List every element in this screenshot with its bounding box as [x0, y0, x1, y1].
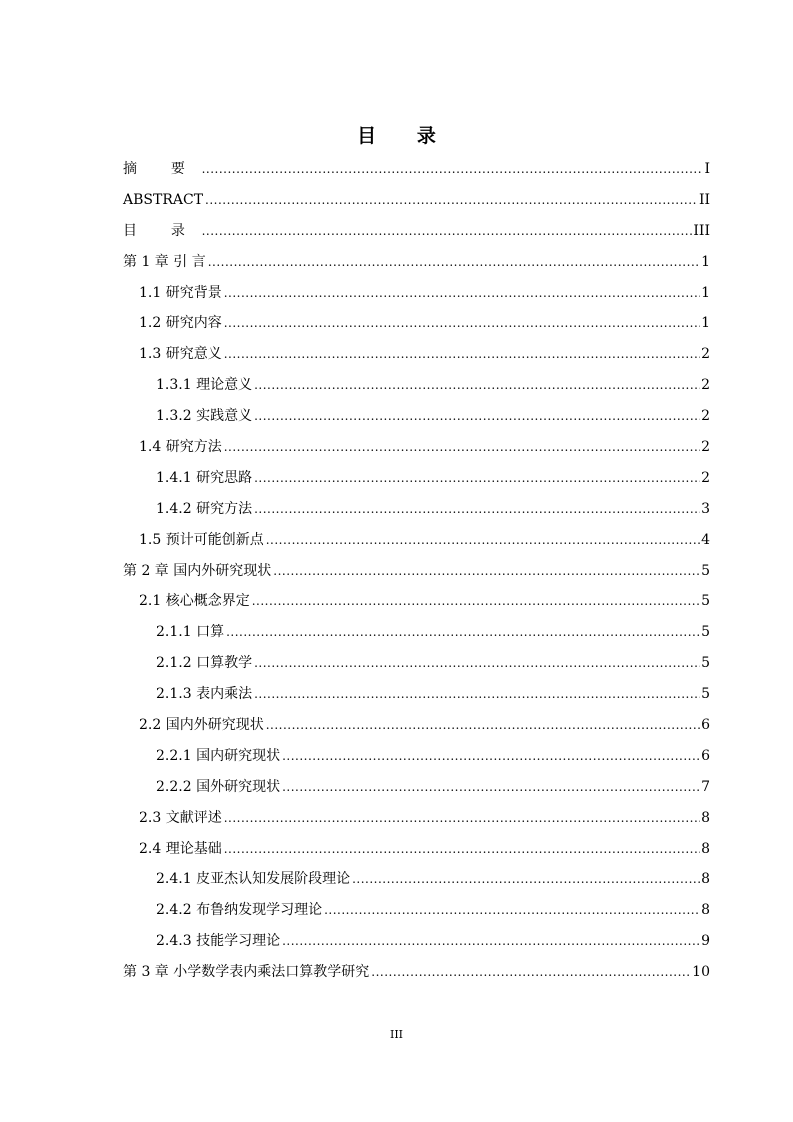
toc-entry-label: 第 3 章 小学数学表内乘法口算教学研究	[123, 964, 370, 981]
toc-entry-label: 2.1.1 口算	[156, 624, 225, 641]
toc-entry[interactable]	[123, 834, 710, 865]
toc-entry-label: 1.2 研究内容	[139, 315, 222, 332]
toc-entry-page: 8	[701, 809, 710, 826]
toc-entry-page: 4	[701, 531, 710, 548]
toc-dot-leader	[224, 834, 700, 865]
toc-dot-leader	[202, 154, 704, 185]
toc-entry-page: 2	[701, 408, 710, 425]
toc-dot-leader	[224, 432, 700, 463]
toc-entry[interactable]	[123, 926, 710, 957]
toc-entry-page: 5	[701, 686, 710, 703]
toc-entry-page: 8	[701, 840, 710, 857]
toc-entry[interactable]	[123, 741, 710, 772]
toc-entry-label: 2.2 国内外研究现状	[139, 717, 264, 734]
toc-entry-label: 目 录	[123, 222, 200, 239]
toc-dot-leader	[254, 648, 700, 679]
toc-entry-page: I	[704, 161, 710, 177]
toc-entry[interactable]	[123, 710, 710, 741]
toc-entry-page: 5	[701, 562, 710, 579]
toc-entry[interactable]	[123, 154, 710, 185]
toc-dot-leader	[224, 803, 700, 834]
toc-dot-leader	[224, 308, 700, 339]
toc-entry-label: 2.2.1 国内研究现状	[156, 747, 281, 764]
toc-entry[interactable]	[123, 185, 710, 216]
toc-entry-label: 2.1.3 表内乘法	[156, 686, 253, 703]
toc-entry-page: 1	[701, 284, 710, 301]
toc-dot-leader	[252, 586, 700, 617]
toc-entry[interactable]	[123, 617, 710, 648]
toc-entry-page: 6	[701, 747, 710, 764]
toc-dot-leader	[205, 185, 698, 216]
toc-entry-label: 2.2.2 国外研究现状	[156, 778, 281, 795]
toc-dot-leader	[224, 278, 700, 309]
toc-entry[interactable]	[123, 772, 710, 803]
toc-entry[interactable]	[123, 895, 710, 926]
page-number: III	[389, 1028, 404, 1041]
toc-entry-page: 1	[701, 253, 710, 270]
toc-entry[interactable]	[123, 247, 710, 278]
toc-entry[interactable]	[123, 957, 710, 988]
toc-dot-leader	[266, 525, 700, 556]
toc-entry-page: 10	[692, 964, 710, 981]
toc-entry-label: 摘 要	[123, 161, 200, 177]
toc-entry-page: II	[698, 191, 710, 208]
toc-dot-leader	[266, 710, 700, 741]
toc-entry-label: 1.3.1 理论意义	[156, 377, 253, 394]
toc-dot-leader	[226, 617, 700, 648]
toc-entry-page: 2	[701, 346, 710, 363]
table-of-contents	[123, 154, 710, 988]
toc-entry[interactable]	[123, 864, 710, 895]
toc-entry[interactable]	[123, 401, 710, 432]
toc-dot-leader	[202, 216, 693, 247]
toc-entry[interactable]	[123, 648, 710, 679]
toc-entry[interactable]	[123, 463, 710, 494]
toc-entry[interactable]	[123, 278, 710, 309]
toc-entry-page: 5	[701, 624, 710, 641]
toc-entry-label: 1.3 研究意义	[139, 346, 222, 363]
toc-entry[interactable]	[123, 525, 710, 556]
toc-entry[interactable]	[123, 556, 710, 587]
toc-entry-label: 1.4 研究方法	[139, 439, 222, 456]
toc-entry-label: 1.4.1 研究思路	[156, 469, 253, 486]
toc-dot-leader	[282, 741, 700, 772]
toc-dot-leader	[208, 247, 700, 278]
toc-entry-page: 2	[701, 439, 710, 456]
toc-dot-leader	[273, 556, 700, 587]
toc-entry-page: 8	[701, 871, 710, 888]
toc-entry-label: 2.4 理论基础	[139, 840, 222, 857]
toc-entry-page: 7	[701, 778, 710, 795]
toc-entry-page: 8	[701, 902, 710, 919]
toc-entry-label: 第 2 章 国内外研究现状	[123, 562, 272, 579]
toc-dot-leader	[254, 401, 700, 432]
toc-entry-page: 5	[701, 593, 710, 610]
toc-entry-label: 2.4.1 皮亚杰认知发展阶段理论	[156, 871, 351, 888]
toc-entry-label: ABSTRACT	[123, 191, 204, 208]
toc-entry-page: 2	[701, 377, 710, 394]
toc-entry[interactable]	[123, 586, 710, 617]
toc-entry-label: 2.1 核心概念界定	[139, 593, 250, 610]
toc-entry-label: 2.3 文献评述	[139, 809, 222, 826]
toc-entry[interactable]	[123, 679, 710, 710]
toc-entry-label: 1.5 预计可能创新点	[139, 531, 264, 548]
toc-entry-page: 3	[701, 500, 710, 517]
toc-entry-label: 2.4.2 布鲁纳发现学习理论	[156, 902, 323, 919]
toc-dot-leader	[282, 926, 700, 957]
toc-entry[interactable]	[123, 216, 710, 247]
toc-entry-label: 1.1 研究背景	[139, 284, 222, 301]
toc-dot-leader	[352, 864, 700, 895]
toc-entry[interactable]	[123, 803, 710, 834]
page-title: 目 录	[357, 125, 453, 147]
toc-entry-label: 第 1 章 引 言	[123, 253, 206, 270]
toc-entry[interactable]	[123, 339, 710, 370]
toc-dot-leader	[254, 679, 700, 710]
toc-entry-label: 1.4.2 研究方法	[156, 500, 253, 517]
toc-entry-page: 2	[701, 469, 710, 486]
toc-entry-label: 2.4.3 技能学习理论	[156, 933, 281, 950]
toc-entry-page: 5	[701, 655, 710, 672]
toc-dot-leader	[254, 494, 700, 525]
toc-entry-page: 9	[701, 933, 710, 950]
toc-entry[interactable]	[123, 308, 710, 339]
toc-dot-leader	[254, 463, 700, 494]
toc-entry[interactable]	[123, 370, 710, 401]
toc-entry-page: III	[693, 222, 710, 239]
toc-entry[interactable]	[123, 432, 710, 463]
toc-dot-leader	[224, 339, 700, 370]
toc-entry-page: 1	[701, 315, 710, 332]
toc-dot-leader	[282, 772, 700, 803]
toc-entry-page: 6	[701, 717, 710, 734]
toc-dot-leader	[324, 895, 700, 926]
toc-dot-leader	[371, 957, 691, 988]
toc-entry[interactable]	[123, 494, 710, 525]
toc-entry-label: 1.3.2 实践意义	[156, 408, 253, 425]
toc-entry-label: 2.1.2 口算教学	[156, 655, 253, 672]
toc-dot-leader	[254, 370, 700, 401]
